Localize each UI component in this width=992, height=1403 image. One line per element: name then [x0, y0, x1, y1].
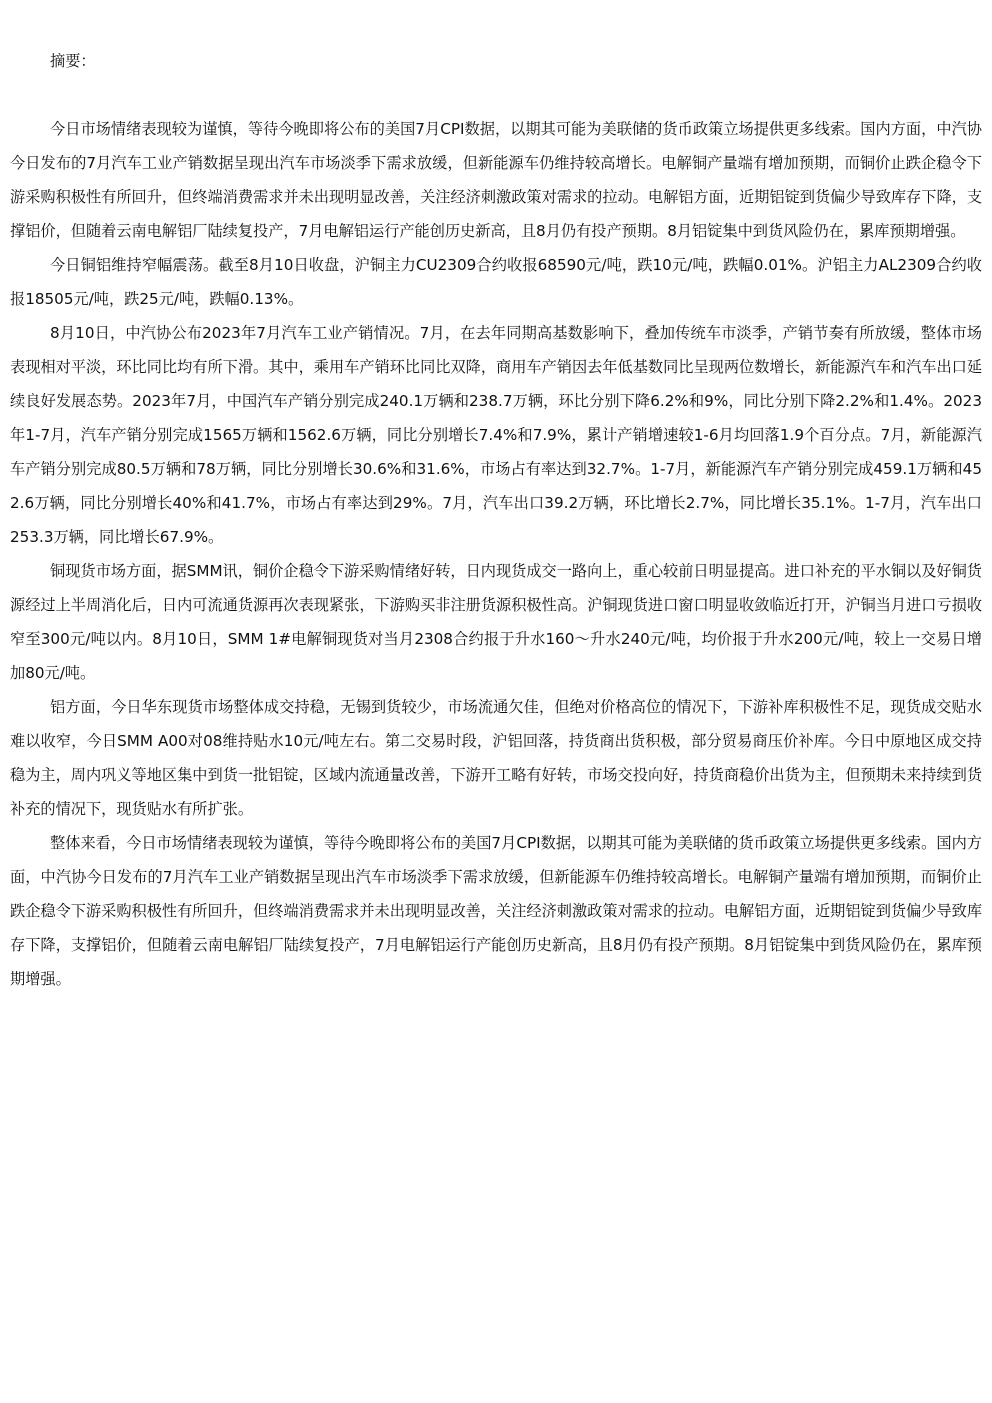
paragraph-auto-sales: 8月10日，中汽协公布2023年7月汽车工业产销情况。7月，在去年同期高基数影响下，叠加传统车市淡季，产销节奏有所放缓，整体市场表现相对平淡，环比同比均有所下滑。其中，乘用车产销环比同比双降，商用车产销因去年低基数同比呈现两位数增长，新能源汽车和汽车出口延续良好发展态势。2023年7月，中国汽车产销分别完成240.1万辆和238.7万辆，环比分别下降6.2%和9%，同比分别下降2.2%和1.4%。2023年1-7月，汽车产销分别完成1565万辆和1562.6万辆，同比分别增长7.4%和7.9%，累计产销增速较1-6月均回落1.9个百分点。7月，新能源汽车产销分别完成80.5万辆和78万辆，同比分别增长30.6%和31.6%，市场占有率达到32.7%。1-7月，新能源汽车产销分别完成459.1万辆和452.6万辆，同比分别增长40%和41.7%，市场占有率达到29%。7月，汽车出口39.2万辆，环比增长2.7%，同比增长35.1%。1-7月，汽车出口253.3万辆，同比增长67.9%。 — [10, 324, 982, 546]
document-body — [10, 44, 982, 996]
heading-spacer — [10, 78, 982, 112]
summary-heading: 摘要： — [50, 52, 96, 70]
paragraph-aluminum-spot: 铝方面，今日华东现货市场整体成交持稳，无锡到货较少，市场流通欠佳，但绝对价格高位的情况下，下游补库积极性不足，现货成交贴水难以收窄，今日SMM A00对08维持贴水10元/吨左右。第二交易时段，沪铝回落，持货商出货积极，部分贸易商压价补库。今日中原地区成交持稳为主，周内巩义等地区集中到货一批铝锭，区域内流通量改善，下游开工略有好转，市场交投向好，持货商稳价出货为主，但预期未来持续到货补充的情况下，现货贴水有所扩张。 — [10, 698, 982, 818]
paragraph-futures-prices: 今日铜铝维持窄幅震荡。截至8月10日收盘，沪铜主力CU2309合约收报68590元/吨，跌10元/吨，跌幅0.01%。沪铝主力AL2309合约收报18505元/吨，跌25元/吨，跌幅0.13%。 — [10, 256, 982, 308]
paragraph-copper-spot: 铜现货市场方面，据SMM讯，铜价企稳令下游采购情绪好转，日内现货成交一路向上，重心较前日明显提高。进口补充的平水铜以及好铜货源经过上半周消化后，日内可流通货源再次表现紧张，下游购买非注册货源积极性高。沪铜现货进口窗口明显收敛临近打开，沪铜当月进口亏损收窄至300元/吨以内。8月10日，SMM 1#电解铜现货对当月2308合约报于升水160～升水240元/吨，均价报于升水200元/吨，较上一交易日增加80元/吨。 — [10, 562, 982, 682]
paragraph-conclusion: 整体来看，今日市场情绪表现较为谨慎，等待今晚即将公布的美国7月CPI数据，以期其可能为美联储的货币政策立场提供更多线索。国内方面，中汽协今日发布的7月汽车工业产销数据呈现出汽车市场淡季下需求放缓，但新能源车仍维持较高增长。电解铜产量端有增加预期，而铜价止跌企稳令下游采购积极性有所回升，但终端消费需求并未出现明显改善，关注经济刺激政策对需求的拉动。电解铝方面，近期铝锭到货偏少导致库存下降，支撑铝价，但随着云南电解铝厂陆续复投产，7月电解铝运行产能创历史新高，且8月仍有投产预期。8月铝锭集中到货风险仍在，累库预期增强。 — [10, 834, 982, 988]
paragraph-summary: 今日市场情绪表现较为谨慎，等待今晚即将公布的美国7月CPI数据，以期其可能为美联储的货币政策立场提供更多线索。国内方面，中汽协今日发布的7月汽车工业产销数据呈现出汽车市场淡季下需求放缓，但新能源车仍维持较高增长。电解铜产量端有增加预期，而铜价止跌企稳令下游采购积极性有所回升，但终端消费需求并未出现明显改善，关注经济刺激政策对需求的拉动。电解铝方面，近期铝锭到货偏少导致库存下降，支撑铝价，但随着云南电解铝厂陆续复投产，7月电解铝运行产能创历史新高，且8月仍有投产预期。8月铝锭集中到货风险仍在，累库预期增强。 — [10, 120, 982, 240]
